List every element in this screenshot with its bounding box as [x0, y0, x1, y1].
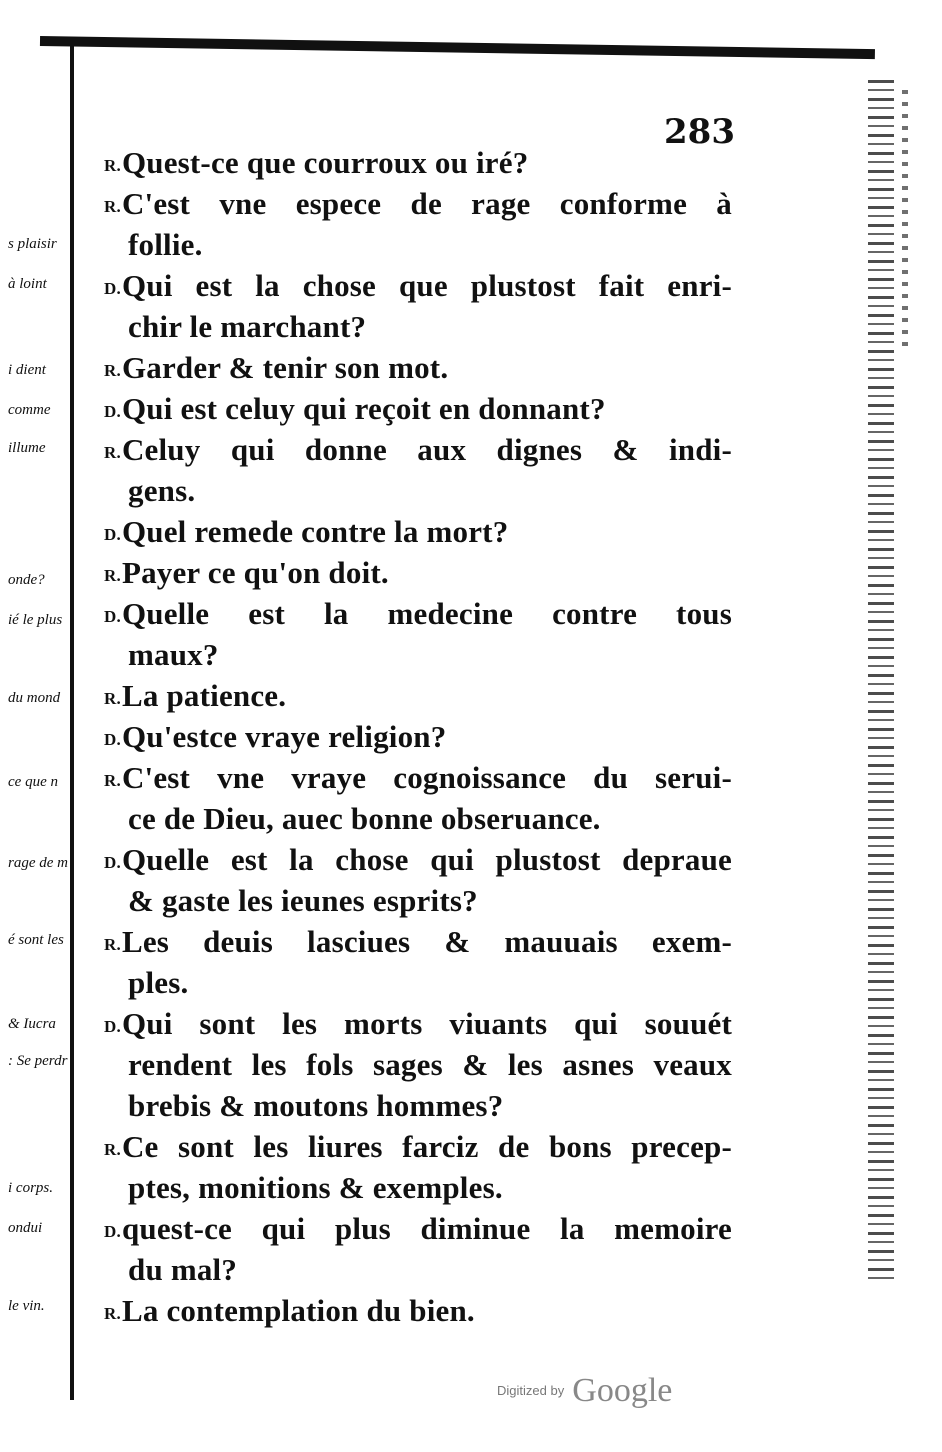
entry-text: Qui sont les morts viuants qui souuét: [121, 1006, 732, 1041]
margin-note: du mond: [8, 690, 61, 706]
entry-continuation-line: [104, 224, 732, 265]
answer-entry: [104, 1126, 732, 1208]
entry-text: Les deuis lasciues & mauuais exem-: [121, 924, 732, 959]
dialogue-text: [104, 142, 732, 1331]
entry-continuation-line: [104, 1249, 732, 1290]
speaker-marker: R.: [104, 156, 121, 175]
entry-continuation-line: [104, 798, 732, 839]
entry-text: Garder & tenir son mot.: [121, 350, 449, 385]
answer-entry: [104, 429, 732, 511]
margin-note: i corps.: [8, 1180, 53, 1196]
margin-note: comme: [8, 402, 51, 418]
question-entry: [104, 1208, 732, 1290]
digitization-credit: [497, 1372, 672, 1410]
entry-text: du mal?: [128, 1252, 238, 1287]
entry-first-line: [104, 757, 732, 798]
entry-text: Qu'estce vraye religion?: [121, 719, 447, 754]
margin-note: ce que n: [8, 774, 58, 790]
entry-text: Qui est la chose que plustost fait enri-: [121, 268, 732, 303]
entry-text: ce de Dieu, auec bonne obseruance.: [128, 801, 601, 836]
speaker-marker: D.: [104, 1222, 121, 1241]
entry-continuation-line: [104, 306, 732, 347]
margin-note: é sont les: [8, 932, 64, 948]
page-edge-shadow: [868, 80, 894, 1280]
speaker-marker: D.: [104, 730, 121, 749]
margin-note: i dient: [8, 362, 46, 378]
entry-text: Quelle est la chose qui plustost depraue: [121, 842, 732, 877]
entry-text: ptes, monitions & exemples.: [128, 1170, 503, 1205]
entry-first-line: [104, 265, 732, 306]
margin-note: le vin.: [8, 1298, 45, 1314]
entry-text: C'est vne vraye cognoissance du serui-: [121, 760, 732, 795]
answer-entry: [104, 552, 732, 593]
entry-text: Ce sont les liures farciz de bons precep-: [121, 1129, 732, 1164]
entry-first-line: [104, 142, 732, 183]
google-logo: Google: [572, 1372, 673, 1409]
page-number: 283: [664, 112, 735, 152]
answer-entry: [104, 757, 732, 839]
question-entry: [104, 593, 732, 675]
entry-first-line: [104, 593, 732, 634]
entry-text: Quest-ce que courroux ou iré?: [121, 145, 529, 180]
entry-first-line: [104, 183, 732, 224]
entry-text: Qui est celuy qui reçoit en donnant?: [121, 391, 606, 426]
entry-first-line: [104, 1126, 732, 1167]
entry-text: Quel remede contre la mort?: [121, 514, 509, 549]
entry-text: maux?: [128, 637, 219, 672]
entry-first-line: [104, 511, 732, 552]
speaker-marker: R.: [104, 771, 121, 790]
speaker-marker: R.: [104, 1140, 121, 1159]
entry-text: & gaste les ieunes esprits?: [128, 883, 478, 918]
entry-text: C'est vne espece de rage conforme à: [121, 186, 732, 221]
margin-note: & Iucra: [8, 1016, 56, 1032]
entry-first-line: [104, 921, 732, 962]
entry-text: gens.: [128, 473, 196, 508]
speaker-marker: R.: [104, 443, 121, 462]
question-entry: [104, 388, 732, 429]
margin-note: : Se perdr: [8, 1053, 68, 1069]
entry-text: brebis & moutons hommes?: [128, 1088, 504, 1123]
question-entry: [104, 839, 732, 921]
entry-first-line: [104, 839, 732, 880]
entry-first-line: [104, 1290, 732, 1331]
question-entry: [104, 265, 732, 347]
page-edge-shadow-secondary: [902, 90, 908, 350]
question-entry: [104, 716, 732, 757]
speaker-marker: D.: [104, 1017, 121, 1036]
entry-text: quest-ce qui plus diminue la memoire: [121, 1211, 732, 1246]
entry-text: Quelle est la medecine contre tous: [121, 596, 732, 631]
entry-continuation-line: [104, 880, 732, 921]
entry-text: rendent les fols sages & les asnes veaux: [128, 1047, 732, 1082]
answer-entry: [104, 142, 732, 183]
answer-entry: [104, 347, 732, 388]
question-entry: [104, 1003, 732, 1126]
entry-first-line: [104, 429, 732, 470]
top-border-rule: [40, 36, 875, 59]
speaker-marker: R.: [104, 197, 121, 216]
entry-first-line: [104, 388, 732, 429]
entry-first-line: [104, 552, 732, 593]
margin-note: ié le plus: [8, 612, 63, 628]
entry-text: Celuy qui donne aux dignes & indi-: [121, 432, 732, 467]
margin-note: onde?: [8, 572, 45, 588]
speaker-marker: R.: [104, 935, 121, 954]
speaker-marker: R.: [104, 1304, 121, 1323]
answer-entry: [104, 921, 732, 1003]
entry-continuation-line: [104, 1085, 732, 1126]
margin-note: ondui: [8, 1220, 43, 1236]
digitized-by-label: Digitized by: [497, 1383, 565, 1398]
entry-continuation-line: [104, 962, 732, 1003]
speaker-marker: R.: [104, 361, 121, 380]
entry-continuation-line: [104, 1044, 732, 1085]
speaker-marker: R.: [104, 566, 121, 585]
entry-continuation-line: [104, 1167, 732, 1208]
entry-first-line: [104, 675, 732, 716]
entry-text: follie.: [128, 227, 203, 262]
entry-continuation-line: [104, 470, 732, 511]
entry-text: La patience.: [121, 678, 287, 713]
margin-note: à loint: [8, 276, 47, 292]
entry-first-line: [104, 716, 732, 757]
entry-first-line: [104, 1003, 732, 1044]
margin-note: illume: [8, 440, 46, 456]
entry-text: La contemplation du bien.: [121, 1293, 475, 1328]
entry-text: ples.: [128, 965, 189, 1000]
entry-first-line: [104, 347, 732, 388]
speaker-marker: D.: [104, 853, 121, 872]
speaker-marker: D.: [104, 607, 121, 626]
margin-note: rage de m: [8, 855, 68, 871]
speaker-marker: D.: [104, 402, 121, 421]
entry-text: Payer ce qu'on doit.: [121, 555, 389, 590]
speaker-marker: R.: [104, 689, 121, 708]
answer-entry: [104, 1290, 732, 1331]
gutter-rule: [70, 40, 74, 1400]
speaker-marker: D.: [104, 525, 121, 544]
entry-continuation-line: [104, 634, 732, 675]
answer-entry: [104, 183, 732, 265]
entry-text: chir le marchant?: [128, 309, 367, 344]
question-entry: [104, 511, 732, 552]
answer-entry: [104, 675, 732, 716]
margin-note: s plaisir: [8, 236, 57, 252]
speaker-marker: D.: [104, 279, 121, 298]
entry-first-line: [104, 1208, 732, 1249]
